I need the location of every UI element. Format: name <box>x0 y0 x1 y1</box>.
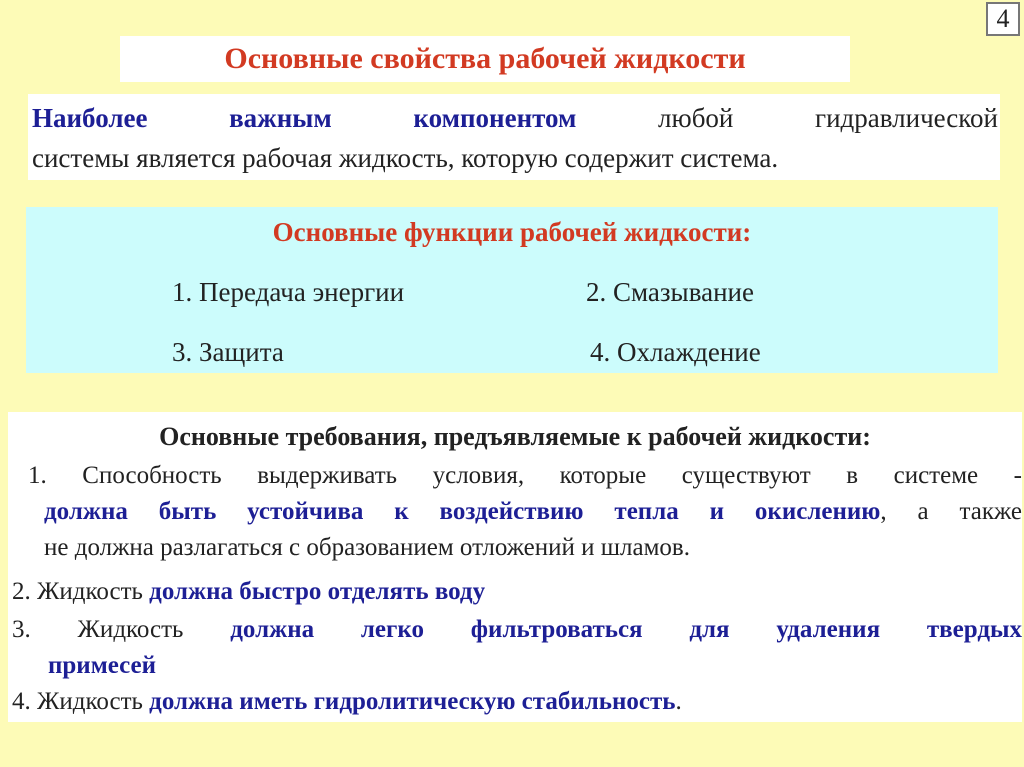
function-item: 1. Передача энергии <box>172 277 405 307</box>
requirement-3-highlight-2: примесей <box>48 652 157 679</box>
requirement-4-prefix: 4. Жидкость <box>12 688 150 715</box>
requirement-1 <box>18 458 1022 566</box>
requirement-3-prefix: 3. Жидкость <box>12 616 231 643</box>
function-item: 2. Смазывание <box>586 277 754 307</box>
requirement-1-line-2 <box>18 494 1022 530</box>
requirement-4-highlight: должна иметь гидролитическую стабильность <box>149 688 676 715</box>
intro-text <box>28 94 1000 180</box>
requirement-1-line-3: не должна разлагаться с образованием отложений и шламов. <box>44 534 690 561</box>
functions-heading: Основные функции рабочей жидкости: <box>272 217 752 247</box>
slide-title: Основные свойства рабочей жидкости <box>120 36 850 82</box>
intro-line-2: системы является рабочая жидкость, которую содержит система. <box>32 143 779 173</box>
requirement-1-line-1: 1. Способность выдерживать условия, которые существуют в системе - <box>28 462 1022 489</box>
requirement-2 <box>12 574 1022 610</box>
intro-line-1 <box>32 98 998 138</box>
requirement-2-prefix: 2. Жидкость <box>12 578 150 605</box>
functions-box <box>26 207 998 373</box>
function-item: 4. Охлаждение <box>590 337 761 367</box>
requirement-1-highlight: должна быть устойчива к воздействию тепла и окислению <box>44 498 881 525</box>
page-number: 4 <box>986 2 1020 36</box>
intro-rest: любой гидравлической <box>576 103 998 133</box>
requirement-3-highlight-1: должна легко фильтроваться для удаления твердых <box>230 616 1023 643</box>
intro-bold: Наиболее важным компонентом <box>32 103 577 133</box>
requirement-4-suffix: . <box>675 688 682 715</box>
requirement-3-line-1 <box>12 612 1022 648</box>
requirement-3 <box>12 612 1022 684</box>
requirements-heading: Основные требования, предъявляемые к рабочей жидкости: <box>159 422 871 451</box>
requirement-4 <box>12 684 1022 720</box>
function-item: 3. Защита <box>172 337 284 367</box>
requirement-1-line-2-rest: , а также <box>880 498 1023 525</box>
requirement-2-highlight: должна быстро отделять воду <box>149 578 486 605</box>
requirements-box <box>8 412 1022 722</box>
